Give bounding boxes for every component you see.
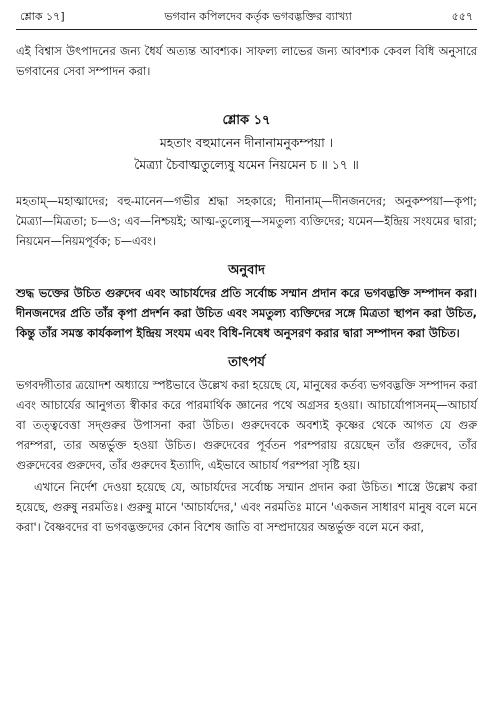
header-verse-ref: শ্লোক ১৭] <box>20 10 65 23</box>
purport-paragraph-1: ভগবদ্গীতার ত্রয়োদশ অধ্যায়ে স্পষ্টভাবে উল্লেখ করা হয়েছে যে, মানুষের কর্তব্য ভগবদ্ভক্তি সম্পাদন করা এবং আচার্যের আনুগত্য স্বীকার করে পারমার্থিক জ্ঞানের পথে অগ্রসর হওয়া। আচার্যোপাসনম্—আচার্য বা তত্ত্ববেত্তা সদ্গুরুর উপাসনা করা উচিত। গুরুদেবকে অবশ্যই কৃষ্ণের থেকে আগত যে গুরু পরম্পরা, তার অন্তর্ভুক্ত হওয়া উচিত। গুরুদেবের পূর্বতন পরম্পরায় রয়েছেন তাঁর গুরুদেব, তাঁর গুরুদেবের গুরুদেব, তাঁর গুরুদেব ইত্যাদি, এইভাবে আচার্য পরম্পরা সৃষ্টি হয়। <box>16 378 477 472</box>
header-chapter-title: ভগবান কপিলদেব কর্তৃক ভগবদ্ভক্তির ব্যাখ্যা <box>164 10 352 23</box>
page-header <box>16 10 477 30</box>
purport-title: তাৎপর্য <box>228 355 265 370</box>
translation-title: অনুবাদ <box>228 263 265 278</box>
page-number: ৫৫৭ <box>451 10 473 23</box>
purport-paragraph-2: এখানে নির্দেশ দেওয়া হয়েছে যে, আচার্যদের সর্বোচ্চ সম্মান প্রদান করা উচিত। শাস্ত্রে উল্লেখ করা হয়েছে, গুরুষু নরমতিঃ। গুরুষু মানে 'আচার্যদের,' এবং নরমতিঃ মানে 'একজন সাধারণ মানুষ বলে মনে করা'। বৈষ্ণবদের বা ভগবদ্ভক্তদের কোন বিশেষ জাতি বা সম্প্রদায়ের অন্তর্ভুক্ত বলে মনে করা, <box>16 480 477 534</box>
verse-line-1: মহতাং বহুমানেন দীনানামনুকম্পয়া । <box>159 135 334 150</box>
synonyms-paragraph: মহতাম্—মহাত্মাদের; বহু-মানেন—গভীর শ্রদ্ধা সহকারে; দীনানাম্—দীনজনদের; অনুকম্পয়া—কৃপা; মৈত্র্যা—মিত্রতা; চ—ও; এব—নিশ্চয়ই; আত্ম-তুল্যেষু—সমতুল্য ব্যক্তিদের; যমেন—ইন্দ্রিয় সংযমের দ্বারা; নিয়মেন—নিয়মপূর্বক; চ—এবং। <box>16 194 477 248</box>
translation-paragraph: শুদ্ধ ভক্তের উচিত গুরুদেব এবং আচার্যদের প্রতি সর্বোচ্চ সম্মান প্রদান করে ভগবদ্ভক্তি সম্পাদন করা। দীনজনদের প্রতি তাঁর কৃপা প্রদর্শন করা উচিত এবং সমতুল্য ব্যক্তিদের সঙ্গে মিত্রতা স্থাপন করা উচিত, কিন্তু তাঁর সমস্ত কার্যকলাপ ইন্দ্রিয় সংযম এবং বিধি-নিষেধ অনুসরণ করার দ্বারা সম্পাদন করা উচিত। <box>16 286 477 340</box>
verse-title: শ্লোক ১৭ <box>222 113 271 128</box>
intro-paragraph: এই বিশ্বাস উৎপাদনের জন্য ধৈর্য অত্যন্ত আবশ্যক। সাফল্য লাভের জন্য আবশ্যক কেবল বিধি অনুসারে ভগবানের সেবা সম্পাদন করা। <box>16 44 477 78</box>
verse-line-2: মৈত্র্যা চৈবাত্মতুল্যেষু যমেন নিয়মেন চ ॥ ১৭ ॥ <box>134 157 359 172</box>
